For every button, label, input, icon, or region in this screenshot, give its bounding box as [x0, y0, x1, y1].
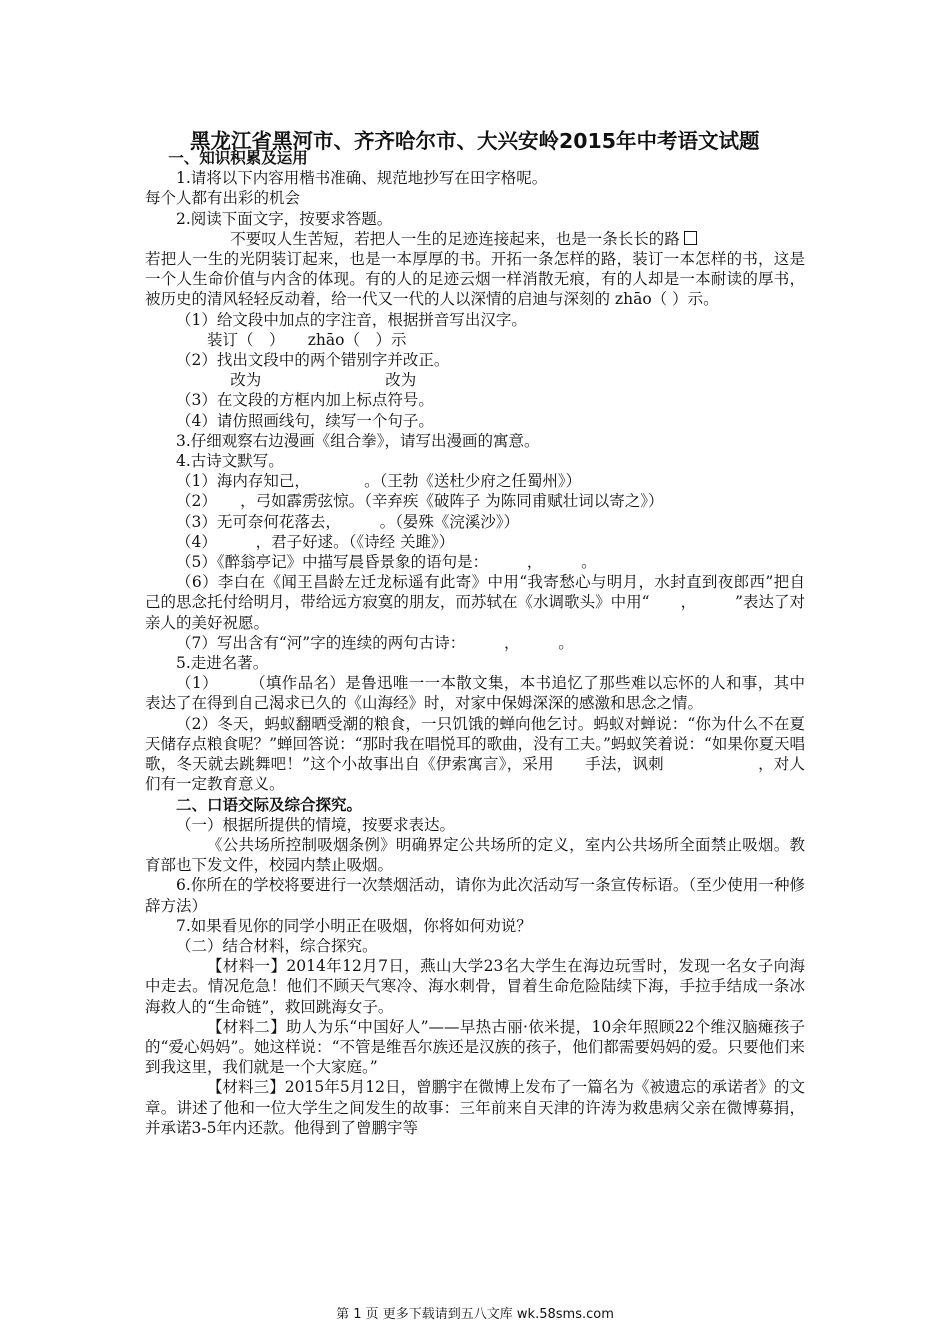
material-3: 【材料三】2015年5月12日，曾鹏宇在微博上发布了一篇名为《被遗忘的承诺者》的文章。讲述了他和一位大学生之间发生的故事：三年前来自天津的许涛为救患病父亲在微博募捐，并承诺3-5年内还款。他得到了曾鹏宇等: [145, 1078, 805, 1137]
question-5: 5.走进名著。: [176, 654, 269, 673]
material-2: 【材料二】助人为乐“中国好人”——早热古丽·依米提，10余年照顾22个维汉脑瘫孩子的“爱心妈妈”。她这样说：“不管是维吾尔族还是汉族的孩子，他们都需要妈妈的爱。只要他们来到我这里，我们就是一个大家庭。”: [145, 1017, 805, 1077]
question-4-6: （6）李白在《闻王昌龄左迁龙标遥有此寄》中用“我寄愁心与明月，水封直到夜郎西”把自己的思念托付给明月，带给远方寂寞的朋友，而苏轼在《水调歌头》中用“ ， ”表达了对亲人的美好祝愿。: [145, 573, 805, 632]
part-2-heading: （二）结合材料，综合探究。: [176, 936, 378, 955]
question-2-1: （1）给文段中加点的字注音，根据拼音写出汉字。: [176, 310, 527, 329]
question-4-1: （1）海内存知己， 。（王勃《送杜少府之任蜀州》）: [176, 472, 582, 491]
page-footer: 第 1 页 更多下载请到五八文库 wk.58sms.com: [336, 1307, 614, 1322]
part-1-heading: （一）根据所提供的情境，按要求表达。: [176, 815, 456, 834]
passage-text: 不要叹人生苦短，若把人一生的足迹连接起来，也是一条长长的路: [230, 229, 680, 248]
question-4: 4.古诗文默写。: [176, 452, 284, 471]
question-4-3: （3）无可奈何花落去， 。（晏殊《浣溪沙》）: [176, 512, 520, 531]
punctuation-box: [684, 231, 697, 245]
question-4-2: （2） ，弓如霹雳弦惊。（辛弃疾《破阵子 为陈同甫赋壮词以寄之》）: [176, 492, 664, 511]
question-2: 2.阅读下面文字，按要求答题。: [176, 209, 393, 228]
passage-body: 若把人一生的光阴装订起来，也是一本厚厚的书。开拓一条怎样的路，装订一本怎样的书，这是一个人生命价值与内含的体现。有的人的足迹云烟一样消散无痕，有的人却是一本耐读的厚书，被历史的清风轻轻反动着，给一代又一代的人以深情的启迪与深刻的 zhāo（ ）示。: [145, 250, 805, 309]
question-1: 1.请将以下内容用楷书准确、规范地抄写在田字格呢。: [176, 169, 548, 188]
question-7: 7.如果看见你的同学小明正在吸烟，你将如何劝说？: [176, 916, 532, 935]
question-4-7: （7）写出含有“河”字的连续的两句古诗： ， 。: [176, 633, 574, 652]
page-title: 黑龙江省黑河市、齐齐哈尔市、大兴安岭2015年中考语文试题: [190, 129, 760, 153]
answer-blank-2-1: 装订（ ） zhāo（ ）示: [207, 330, 407, 349]
passage-line-1: [145, 229, 805, 249]
question-3: 3.仔细观察右边漫画《组合拳》，请写出漫画的寓意。: [176, 431, 540, 450]
section-heading-1: 一、知识积累及运用: [168, 149, 308, 167]
part-1-text: 《公共场所控制吸烟条例》明确界定公共场所的定义，室内公共场所全面禁止吸烟。教育部也下发文件，校园内禁止吸烟。: [145, 835, 805, 875]
document-body: [145, 148, 805, 1138]
question-5-2: （2）冬天，蚂蚁翻晒受潮的粮食，一只饥饿的蝉向他乞讨。蚂蚁对蝉说：“你为什么不在夏天储存点粮食呢？”蝉回答说：“那时我在唱悦耳的歌曲，没有工夫。”蚂蚁笑着说：“如果你夏天唱歌，冬天就去跳舞吧！”这个小故事出自《伊索寓言》，采用 手法，讽刺 ，对人们有一定教育意义。: [145, 714, 805, 794]
material-1: 【材料一】2014年12月7日，燕山大学23名大学生在海边玩雪时，发现一名女子向海中走去。情况危急！他们不顾天气寒冷、海水刺骨，冒着生命危险陆续下海，手拉手结成一条冰海救人的“生命链”，救回跳海女子。: [145, 957, 805, 1016]
section-heading-2: 二、口语交际及综合探究。: [176, 795, 363, 814]
question-2-4: （4）请仿照画线句，续写一个句子。: [176, 411, 434, 430]
question-2-2: （2）找出文段中的两个错别字并改正。: [176, 351, 450, 370]
question-4-4: （4） ，君子好逑。（《诗经 关雎》）: [176, 532, 455, 551]
question-5-1: （1） （填作品名）是鲁迅唯一一本散文集，本书追忆了那些难以忘怀的人和事，其中表达了在得到自己渴求已久的《山海经》时，对家中保姆深深的感激和思念之情。: [145, 674, 805, 713]
question-6: 6.你所在的学校将要进行一次禁烟活动，请你为此次活动写一条宣传标语。（至少使用一种修辞方法）: [145, 876, 805, 915]
question-2-3: （3）在文段的方框内加上标点符号。: [176, 391, 434, 410]
question-4-5: （5）《醉翁亭记》中描写晨昏景象的语句是： ， 。: [176, 553, 597, 572]
answer-blank-2-2: 改为 改为: [230, 371, 417, 390]
copy-text: 每个人都有出彩的机会: [145, 189, 301, 208]
